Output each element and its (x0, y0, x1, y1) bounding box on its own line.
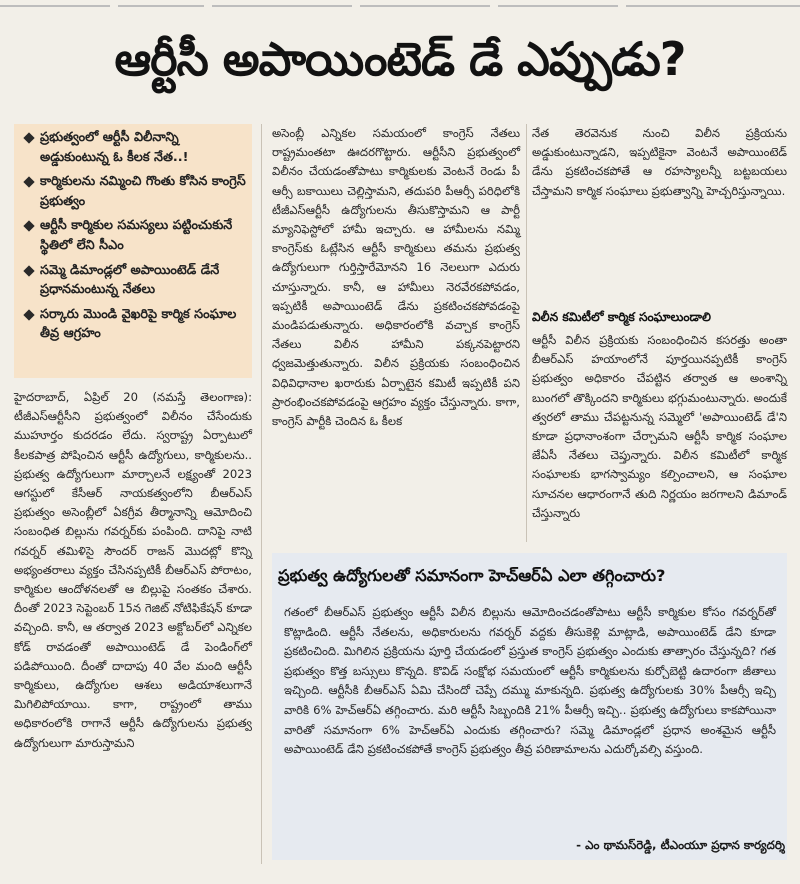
article-column-3-continued (532, 331, 787, 523)
article-paragraph: హైదరాబాద్, ఏప్రిల్ 20 (నమస్తే తెలంగాణ): టీజీఎస్ఆర్టీసీని ప్రభుత్వంలో విలీనం చేసేందుకు ముహూర్తం కుదరడం లేదు. స్వరాష్ట్ర ఏర్పాటులో కీలకపాత్ర పోషించిన ఆర్టీసీ ఉద్యోగులు, కార్మికులను.. ప్రభుత్వ ఉద్యోగులుగా మార్చాలనే లక్ష్యంతో 2023 ఆగస్టులో కేసీఆర్ నాయకత్వంలోని బీఆర్ఎస్ ప్రభుత్వం అసెంబ్లీలో ఏకగ్రీవ తీర్మానాన్ని ఆమోదించి సంబంధిత బిల్లును గవర్నర్‌కు పంపింది. దానిపై నాటి గవర్నర్ తమిళిసై సౌందర్ రాజన్ మొదట్లో కొన్ని అభ్యంతరాలు వ్యక్తం చేసినప్పటికీ బీఆర్ఎస్ పోరాటం, కార్మికుల ఆందోళనలతో ఆ బిల్లుపై సంతకం చేశారు. దీంతో 2023 సెప్టెంబర్ 15న గెజిట్ నోటిఫికేషన్ కూడా వచ్చింది. కానీ, ఆ తర్వాత 2023 అక్టోబర్‌లో ఎన్నికల కోడ్ రావడంతో అపాయింటెడ్ డే పెండింగ్‌లో పడిపోయింది. దీంతో దాదాపు 40 వేల మంది ఆర్టీసీ కార్మికులు, ఉద్యోగుల ఆశలు అడియాశలుగానే మిగిలిపోయాయి. కాగా, రాష్ట్రంలో తాము అధికారంలోకి రాగానే ఆర్టీసీ ఉద్యోగులను ప్రభుత్వ ఉద్యోగులుగా మారుస్తామని (14, 390, 252, 750)
article-column-2 (272, 124, 520, 431)
column-divider (261, 124, 262, 864)
quote-panel-title: ప్రభుత్వ ఉద్యోగులతో సమానంగా హెచ్‌ఆర్‌ఏ ఎలా తగ్గించారు? (278, 566, 666, 585)
highlight-item: కార్మికులను నమ్మించి గొంతు కోసిన కాంగ్రెస్ ప్రభుత్వం (24, 172, 246, 211)
quote-panel-body (284, 603, 776, 760)
highlight-item: సమ్మె డిమాండ్లలో అపాయింటెడ్ డేనే ప్రధానమంటున్న నేతలు (24, 261, 246, 300)
highlight-item: ఆర్టీసీ కార్మికుల సమస్యలు పట్టించుకునే స్థితిలో లేని సీఎం (24, 216, 246, 255)
article-paragraph: నేత తెరవెనుక నుంచి విలీన ప్రక్రియను అడ్డుకుంటున్నాడని, ఇప్పటికైనా వెంటనే అపాయింటెడ్ డేను ప్రకటించకపోతే ఆ రహస్యాలన్నీ బట్టబయలు చేస్తామని కార్మిక సంఘాలు ప్రభుత్వాన్ని హెచ్చరిస్తున్నాయి. (532, 126, 787, 198)
article-column-3 (532, 124, 787, 201)
article-paragraph: అసెంబ్లీ ఎన్నికల సమయంలో కాంగ్రెస్ నేతలు రాష్ట్రమంతటా ఊదరగొట్టారు. ఆర్టీసీని ప్రభుత్వంలో విలీనం చేయడంతోపాటు కార్మికులకు వెంటనే రెండు పీ ఆర్సీ బకాయిలు చెల్లిస్తామని, తదుపరి పీఆర్సీ పరిధిలోకి టీజీఎస్ఆర్టీసీ ఉద్యోగులను తీసుకొస్తామని ఆ పార్టీ మ్యానిఫెస్టోలో హామీ ఇచ్చారు. ఆ హామీలను నమ్మి కాంగ్రెస్‌కు ఓట్లేసిన ఆర్టీసీ కార్మికులు తమను ప్రభుత్వ ఉద్యోగులుగా గుర్తిస్తారేమోనని 16 నెలలుగా ఎదురు చూస్తున్నారు. కానీ, ఆ హామీలు నెరవేరకపోవడం, ఇప్పటికీ అపాయింటెడ్ డేను ప్రకటించకపోవడంపై మండిపడుతున్నారు. అధికారంలోకి వచ్చాక కాంగ్రెస్ నేతలు విలీన హామీని పక్కనపెట్టారని ధ్వజమెత్తుతున్నారు. విలీన ప్రక్రియకు సంబంధించిన విధివిధానాల ఖరారుకు ఏర్పాటైన కమిటీ ఇప్పటికీ పని ప్రారంభించకపోవడంపై ఆగ్రహం వ్యక్తం చేస్తున్నారు. కాగా, కాంగ్రెస్ పార్టీకి చెందిన ఓ కీలక (272, 126, 520, 429)
quote-paragraph: గతంలో బీఆర్ఎస్ ప్రభుత్వం ఆర్టీసీ విలీన బిల్లును ఆమోదించడంతోపాటు ఆర్టీసీ కార్మికుల కోసం గవర్నర్‌తో కొట్లాడింది. ఆర్టీసీ నేతలను, అధికారులను గవర్నర్ వద్దకు తీసుకెళ్లి మాట్లాడి, అపాయింటెడ్ డేని కూడా ప్రకటించింది. మిగిలిన ప్రక్రియను పూర్తి చేయడంలో ప్రస్తుత కాంగ్రెస్ ప్రభుత్వం ఎందుకు తాత్సారం చేస్తున్నది? గత ప్రభుత్వం కొత్త బస్సులు కొన్నది. కొవిడ్ సంక్షోభ సమయంలో ఆర్టీసీ కార్మికులను కుర్చోబెట్టి ఉదారంగా జీతాలు ఇచ్చింది. ఆర్టీసీకి బీఆర్ఎస్ ఏమి చేసిందో చెప్పే దమ్ము మాకున్నది. ప్రభుత్వ ఉద్యోగులకు 30% పీఆర్సీ ఇచ్చి వారికి 6% హెచ్‌ఆర్‌ఏ తగ్గించారు. మరి ఆర్టీసీ సిబ్బందికి 21% పీఆర్సీ ఇచ్చి.. ప్రభుత్వ ఉద్యోగులు కాకపోయినా వారితో సమానంగా 6% హెచ్‌ఆర్‌ఏ ఎందుకు తగ్గించారు? సమ్మె డిమాండ్లలో ప్రధాన అంశమైన ఆర్టీసీ అపాయింటెడ్ డేని ప్రకటించకపోతే కాంగ్రెస్ ప్రభుత్వం తీవ్ర పరిణామాలను ఎదుర్కోవల్సి వస్తుంది. (284, 605, 776, 757)
highlights-list (14, 124, 252, 344)
quote-signature: - ఎం థామస్‌రెడ్డి, టీఎంయూ ప్రధాన కార్యదర్శి (576, 838, 785, 852)
highlight-item: ప్రభుత్వంలో ఆర్టీసీ విలీనాన్ని అడ్డుకుంటున్న ఓ కీలక నేత..! (24, 128, 246, 167)
subheading: విలీన కమిటీలో కార్మిక సంఘాలుండాలి (532, 310, 711, 324)
top-rule (0, 0, 800, 14)
highlights-box (14, 124, 252, 378)
column-divider (526, 124, 527, 542)
highlight-item: సర్కారు మొండి వైఖరిపై కార్మిక సంఘాల తీవ్ర ఆగ్రహం (24, 305, 246, 344)
article-paragraph: ఆర్టీసీ విలీన ప్రక్రియకు సంబంధించిన కసరత్తు అంతా బీఆర్ఎస్ హయాంలోనే పూర్తయినప్పటికీ కాంగ్రెస్ ప్రభుత్వం అధికారం చేపట్టిన తర్వాత ఆ అంశాన్ని బుంగలో తొక్కిందని కార్మికులు భగ్గుమంటున్నారు. అందుకే త్వరలో తాము చేపట్టనున్న సమ్మెలో 'అపాయింటెడ్ డే'ని కూడా ప్రధానాంశంగా చేర్చామని ఆర్టీసీ కార్మిక సంఘాల జేఏసీ నేతలు చెప్తున్నారు. విలీన కమిటీలో కార్మిక సంఘాలకు భాగస్వామ్యం కల్పించాలని, ఆ సంఘాల సూచనల ఆధారంగానే తుది నిర్ణయం జరగాలని డిమాండ్ చేస్తున్నారు (532, 333, 787, 520)
article-column-1 (14, 388, 252, 753)
headline: ఆర్టీసీ అపాయింటెడ్ డే ఎప్పుడు? (114, 32, 686, 86)
